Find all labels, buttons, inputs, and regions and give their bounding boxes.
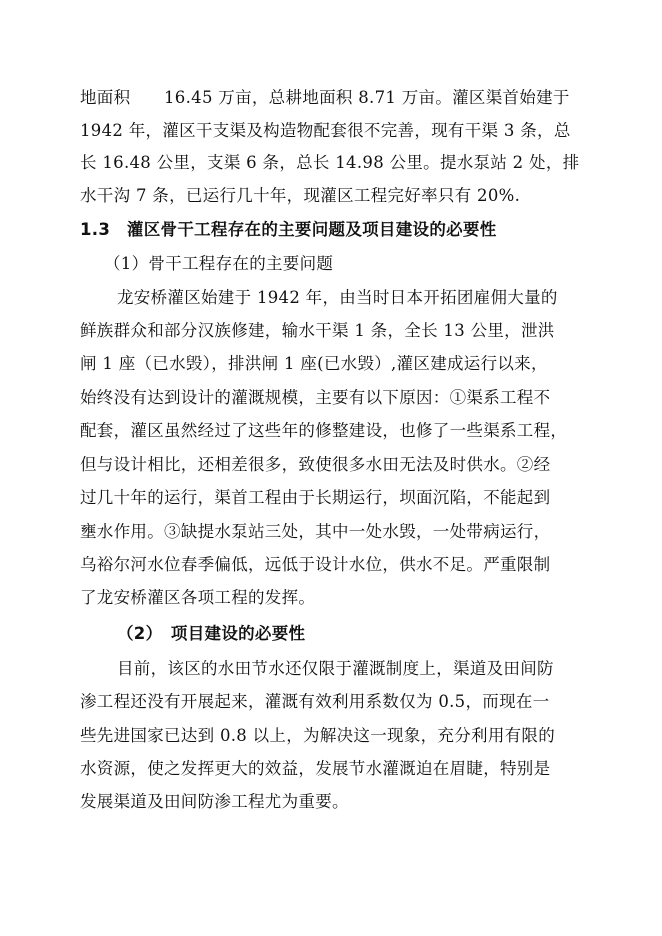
paragraph-1-line-1: 地面积 16.45 万亩，总耕地面积 8.71 万亩。灌区渠首始建于 bbox=[80, 88, 570, 107]
paragraph-3-line-4: 水资源，使之发挥更大的效益，发展节水灌溉迫在眉睫，特别是 bbox=[80, 759, 551, 778]
subheading-problems: （1）骨干工程存在的主要问题 bbox=[104, 254, 334, 273]
paragraph-2-line-4: 始终没有达到设计的灌溉规模，主要有以下原因：①渠系工程不 bbox=[80, 388, 551, 407]
paragraph-1-line-2: 1942 年，灌区干支渠及构造物配套很不完善，现有干渠 3 条，总 bbox=[80, 121, 571, 140]
paragraph-2-line-6: 但与设计相比，还相差很多，致使很多水田无法及时供水。②经 bbox=[80, 455, 551, 474]
paragraph-2-line-5: 配套，灌区虽然经过了这些年的修整建设，也修了一些渠系工程， bbox=[80, 421, 568, 440]
paragraph-1-line-4: 水干沟 7 条，已运行几十年，现灌区工程完好率只有 20%. bbox=[80, 186, 521, 205]
paragraph-2-line-3: 闸 1 座（已水毁），排洪闸 1 座(已水毁）,灌区建成运行以来， bbox=[80, 354, 548, 373]
paragraph-2-line-9: 乌裕尔河水位春季偏低，远低于设计水位，供水不足。严重限制 bbox=[80, 555, 551, 574]
paragraph-2-line-8: 壅水作用。③缺提水泵站三处，其中一处水毁，一处带病运行， bbox=[80, 522, 551, 541]
paragraph-2-line-7: 过几十年的运行，渠首工程由于长期运行，坝面沉陷，不能起到 bbox=[80, 488, 551, 507]
paragraph-3-line-5: 发展渠道及田间防渗工程尤为重要。 bbox=[80, 792, 349, 811]
paragraph-1-line-3: 长 16.48 公里，支渠 6 条，总长 14.98 公里。提水泵站 2 处，排 bbox=[80, 153, 580, 172]
paragraph-2-line-2: 鲜族群众和部分汉族修建，输水干渠 1 条，全长 13 公里，泄洪 bbox=[80, 321, 555, 340]
paragraph-2-line-10: 了龙安桥灌区各项工程的发挥。 bbox=[80, 588, 316, 607]
paragraph-2-line-1: 龙安桥灌区始建于 1942 年，由当时日本开拓团雇佣大量的 bbox=[117, 288, 558, 307]
paragraph-3-line-3: 些先进国家已达到 0.8 以上，为解决这一现象，充分利用有限的 bbox=[80, 726, 556, 745]
paragraph-3-line-2: 渗工程还没有开展起来，灌溉有效利用系数仅为 0.5，而现在一 bbox=[80, 692, 550, 711]
section-heading: 1.3 灌区骨干工程存在的主要问题及项目建设的必要性 bbox=[80, 220, 497, 239]
paragraph-3-line-1: 目前，该区的水田节水还仅限于灌溉制度上，渠道及田间防 bbox=[117, 659, 554, 678]
subheading-necessity: （2） 项目建设的必要性 bbox=[117, 624, 306, 643]
